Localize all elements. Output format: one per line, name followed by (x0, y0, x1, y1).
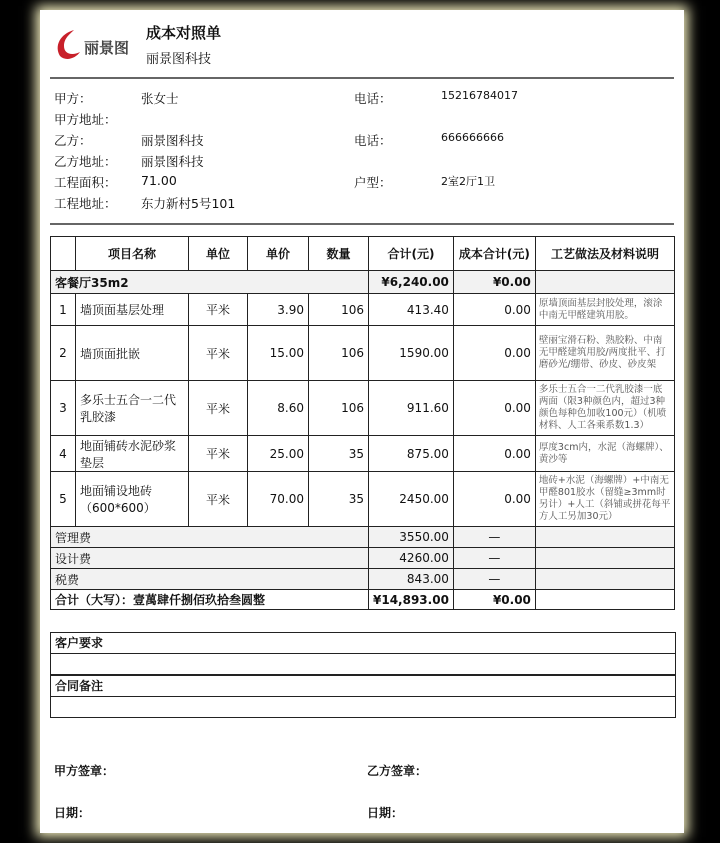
unit: 平米 (189, 472, 248, 527)
fee-row (51, 527, 675, 548)
fee-cost: — (453, 569, 535, 590)
cost-total: 0.00 (453, 294, 535, 326)
row-number: 1 (51, 294, 76, 326)
cell (535, 527, 674, 548)
info-value: 张女士 (141, 91, 179, 106)
description: 壁丽宝滑石粉、熟胶粉、中南无甲醛建筑用胶/两度批平、打磨砂光/绷带、砂皮、砂皮架 (535, 326, 674, 381)
item-name: 墙顶面基层处理 (76, 294, 189, 326)
document-title: 成本对照单 (146, 24, 222, 42)
quantity: 106 (309, 326, 369, 381)
table-row (51, 436, 675, 472)
description: 多乐士五合一二代乳胶漆一底两面（限3种颜色内，超过3种颜色每种色加收100元）（机喷材料、人工各乘系数1.3） (535, 381, 674, 436)
info-label: 甲方： (54, 91, 92, 106)
column-header: 单价 (248, 237, 309, 271)
column-header: 工艺做法及材料说明 (535, 237, 674, 271)
info-value: 东力新村5号101 (141, 196, 236, 211)
section-cost: ¥0.00 (453, 271, 535, 294)
party-b-signature: 乙方签章： (367, 764, 428, 778)
contract-notes-label: 合同备注 (51, 676, 675, 697)
cell (535, 548, 674, 569)
unit: 平米 (189, 436, 248, 472)
fee-total: 4260.00 (369, 548, 454, 569)
customer-requirements-label: 客户要求 (51, 633, 675, 654)
cost-total: 0.00 (453, 472, 535, 527)
info-value: 15216784017 (441, 89, 518, 102)
document-page (40, 10, 684, 833)
quantity: 106 (309, 294, 369, 326)
row-number: 4 (51, 436, 76, 472)
party-a-signature: 甲方签章： (54, 764, 115, 778)
divider (50, 223, 674, 225)
section-total: ¥6,240.00 (369, 271, 454, 294)
grand-total-row (51, 590, 675, 610)
unit: 平米 (189, 294, 248, 326)
column-header: 合计(元) (369, 237, 454, 271)
info-label: 工程地址： (54, 196, 117, 211)
fee-row (51, 548, 675, 569)
contract-notes-box (50, 675, 676, 718)
grand-total-words: 合计（大写）：壹萬肆仟捌佰玖拾叁圆整 (51, 590, 369, 610)
info-value: 2室2厅1卫 (441, 175, 495, 188)
cost-total: 0.00 (453, 381, 535, 436)
contract-notes-field[interactable] (51, 697, 675, 717)
cell (535, 569, 674, 590)
cost-total: 0.00 (453, 436, 535, 472)
info-label: 乙方地址： (54, 154, 117, 169)
grand-total: ¥14,893.00 (369, 590, 454, 610)
section-row (51, 271, 675, 294)
table-row (51, 326, 675, 381)
divider (50, 77, 674, 79)
unit: 平米 (189, 381, 248, 436)
item-name: 多乐士五合一二代乳胶漆 (76, 381, 189, 436)
unit-price: 25.00 (248, 436, 309, 472)
quantity: 106 (309, 381, 369, 436)
info-label: 户型： (354, 175, 392, 190)
quantity: 35 (309, 436, 369, 472)
company-name: 丽景图科技 (146, 52, 212, 67)
description: 厚度3cm内，水泥（海螺牌）、黄沙等 (535, 436, 674, 472)
cost-table (50, 236, 675, 610)
line-total: 2450.00 (369, 472, 454, 527)
fee-name: 管理费 (51, 527, 369, 548)
cell (535, 271, 674, 294)
item-name: 墙顶面批嵌 (76, 326, 189, 381)
unit-price: 3.90 (248, 294, 309, 326)
item-name: 地面铺砖水泥砂浆垫层 (76, 436, 189, 472)
cell (535, 590, 674, 610)
table-row (51, 381, 675, 436)
info-label: 甲方地址： (54, 112, 117, 127)
party-b-date: 日期： (367, 806, 404, 820)
line-total: 911.60 (369, 381, 454, 436)
column-header (51, 237, 76, 271)
line-total: 875.00 (369, 436, 454, 472)
item-name: 地面铺设地砖（600*600） (76, 472, 189, 527)
cost-total: 0.00 (453, 326, 535, 381)
info-value: 丽景图科技 (141, 154, 204, 169)
info-label: 乙方： (54, 133, 92, 148)
column-header: 项目名称 (76, 237, 189, 271)
fee-total: 3550.00 (369, 527, 454, 548)
row-number: 2 (51, 326, 76, 381)
fee-total: 843.00 (369, 569, 454, 590)
grand-cost: ¥0.00 (453, 590, 535, 610)
row-number: 3 (51, 381, 76, 436)
fee-name: 设计费 (51, 548, 369, 569)
table-row (51, 472, 675, 527)
line-total: 1590.00 (369, 326, 454, 381)
section-name: 客餐厅35m2 (51, 271, 369, 294)
description: 原墙顶面基层封胶处理，滚涂中南无甲醛建筑用胶。 (535, 294, 674, 326)
unit-price: 15.00 (248, 326, 309, 381)
unit-price: 70.00 (248, 472, 309, 527)
fee-cost: — (453, 527, 535, 548)
description: 地砖+水泥（海螺牌）+中南无甲醛801胶水（留缝≥3mm时另计）+人工（斜铺或拼花每平方人工另加30元） (535, 472, 674, 527)
unit: 平米 (189, 326, 248, 381)
info-value: 666666666 (441, 131, 504, 144)
column-header: 成本合计(元) (453, 237, 535, 271)
fee-cost: — (453, 548, 535, 569)
customer-requirements-field[interactable] (51, 654, 675, 674)
info-label: 电话： (354, 133, 392, 148)
column-header: 数量 (309, 237, 369, 271)
svg-text:丽景图: 丽景图 (84, 39, 130, 57)
party-a-date: 日期： (54, 806, 91, 820)
customer-requirements-box (50, 632, 676, 675)
line-total: 413.40 (369, 294, 454, 326)
fee-name: 税费 (51, 569, 369, 590)
company-logo (52, 26, 132, 62)
column-header: 单位 (189, 237, 248, 271)
quantity: 35 (309, 472, 369, 527)
info-value: 丽景图科技 (141, 133, 204, 148)
info-label: 工程面积： (54, 175, 117, 190)
info-value: 71.00 (141, 173, 177, 188)
table-row (51, 294, 675, 326)
row-number: 5 (51, 472, 76, 527)
fee-row (51, 569, 675, 590)
info-label: 电话： (354, 91, 392, 106)
unit-price: 8.60 (248, 381, 309, 436)
